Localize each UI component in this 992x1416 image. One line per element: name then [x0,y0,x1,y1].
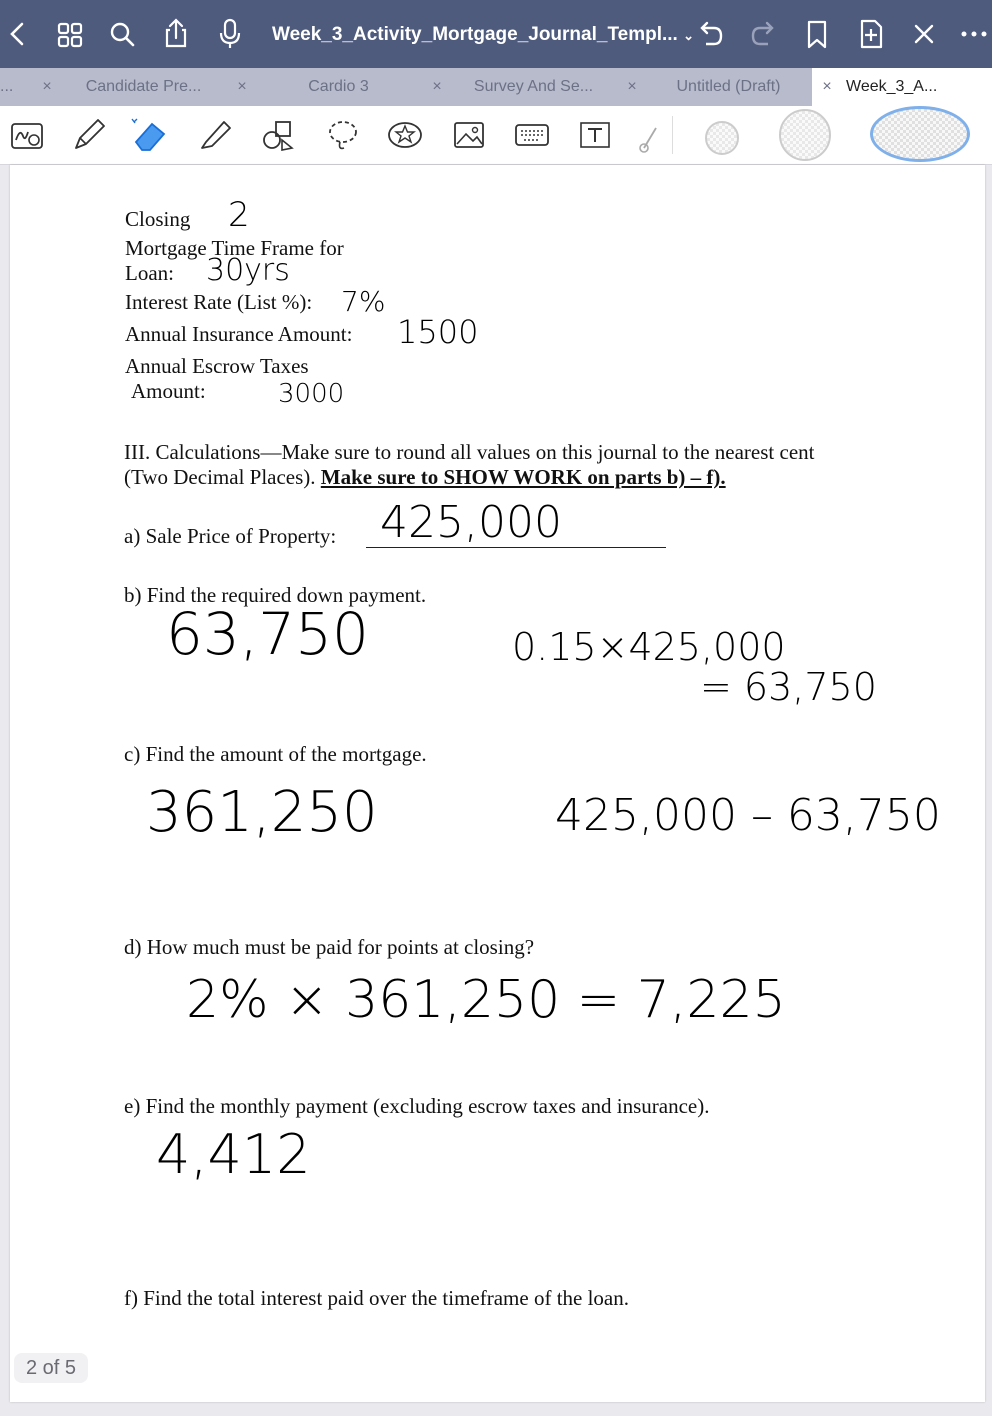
chevron-left-icon[interactable] [0,14,40,54]
tab-label: ... [0,78,14,95]
tab-label: Cardio 3 [308,78,369,95]
eraser-size-small[interactable] [705,121,739,155]
timeframe-value-handwritten: 30yrs [206,253,290,288]
lasso-icon[interactable] [322,114,364,156]
work-d-handwritten: 2% × 361,250 = 7,225 [186,970,786,1030]
tab-label: Untitled (Draft) [676,78,781,95]
tab-item[interactable] [422,68,615,106]
document-page[interactable] [10,165,985,1402]
interest-rate-value-handwritten: 7% [341,285,386,318]
top-navigation-bar [0,0,992,68]
page-indicator: 2 of 5 [14,1353,88,1383]
tab-label: Candidate Pre... [85,78,202,95]
eraser-size-large-selected[interactable] [870,106,970,162]
document-title[interactable] [272,24,694,46]
close-tools-icon[interactable] [904,14,944,54]
timeframe-label-2: Loan: [125,261,174,285]
document-tabs [0,68,992,106]
work-b-line1-handwritten: 0.15×425,000 [512,625,786,669]
escrow-label-2: Amount: [131,379,206,403]
escrow-label: Annual Escrow Taxes [125,354,309,378]
undo-icon[interactable] [690,14,730,54]
toolbar-divider [672,116,673,154]
tab-item[interactable] [227,68,420,106]
tab-label: Week_3_A... [846,78,938,95]
question-a: a) Sale Price of Property: [124,524,337,548]
add-page-icon[interactable] [851,14,891,54]
sticker-icon[interactable] [384,114,426,156]
keyboard-icon[interactable] [511,114,553,156]
more-icon[interactable] [956,14,992,54]
tab-item-active[interactable] [812,68,992,106]
text-box-icon[interactable] [574,114,616,156]
redo-icon[interactable] [744,14,784,54]
section-heading-emphasis: Make sure to SHOW WORK on parts b) – f). [320,465,726,489]
eraser-icon[interactable] [128,114,170,156]
insurance-value-handwritten: 1500 [397,313,479,351]
tab-item[interactable] [617,68,810,106]
timeframe-label: Mortgage Time Frame for [125,236,344,260]
question-c: c) Find the amount of the mortgage. [124,742,427,766]
question-e: e) Find the monthly payment (excluding escrow taxes and insurance). [124,1094,710,1118]
laser-pointer-icon[interactable] [634,114,662,156]
closing-value-handwritten: 2 [228,195,250,235]
section-heading-line2-text: (Two Decimal Places). [124,465,321,489]
highlighter-icon[interactable] [194,114,236,156]
escrow-value-handwritten: 3000 [278,379,345,409]
answer-c-handwritten: 361,250 [146,780,378,845]
tab-item[interactable] [0,68,30,106]
question-f: f) Find the total interest paid over the timeframe of the loan. [124,1286,630,1310]
pen-icon[interactable] [68,114,110,156]
work-c-handwritten: 425,000 – 63,750 [555,790,941,841]
question-b: b) Find the required down payment. [124,583,427,607]
close-tab-icon[interactable]: × [42,78,52,95]
question-d: d) How much must be paid for points at closing? [124,935,535,959]
section-heading-line2 [124,465,726,490]
insurance-label: Annual Insurance Amount: [125,322,353,346]
answer-a-handwritten: 425,000 [380,497,562,548]
microphone-icon[interactable] [210,14,250,54]
closing-label: Closing [125,207,191,231]
drawing-toolbar [0,106,992,165]
close-tab-icon[interactable]: × [627,78,637,95]
close-tab-icon[interactable]: × [432,78,442,95]
eraser-size-medium[interactable] [779,109,831,161]
search-icon[interactable] [102,14,142,54]
work-b-line2-handwritten: = 63,750 [700,665,877,709]
answer-b-handwritten: 63,750 [166,600,369,668]
chevron-down-icon: ⌄ [683,28,695,43]
section-heading-line1: III. Calculations—Make sure to round all values on this journal to the nearest cent [124,440,815,464]
tab-label: Survey And Se... [473,78,594,95]
image-icon[interactable] [448,114,490,156]
close-tab-icon[interactable]: × [237,78,247,95]
document-title-text: Week_3_Activity_Mortgage_Journal_Templ... [272,24,678,45]
shapes-icon[interactable] [258,114,300,156]
grid-icon[interactable] [50,14,90,54]
share-icon[interactable] [156,14,196,54]
zoom-writing-icon[interactable] [6,114,48,156]
bookmark-icon[interactable] [797,14,837,54]
tab-item[interactable] [32,68,225,106]
interest-rate-label: Interest Rate (List %): [125,290,313,314]
close-tab-icon[interactable]: × [822,78,832,95]
answer-e-handwritten: 4,412 [156,1123,311,1186]
